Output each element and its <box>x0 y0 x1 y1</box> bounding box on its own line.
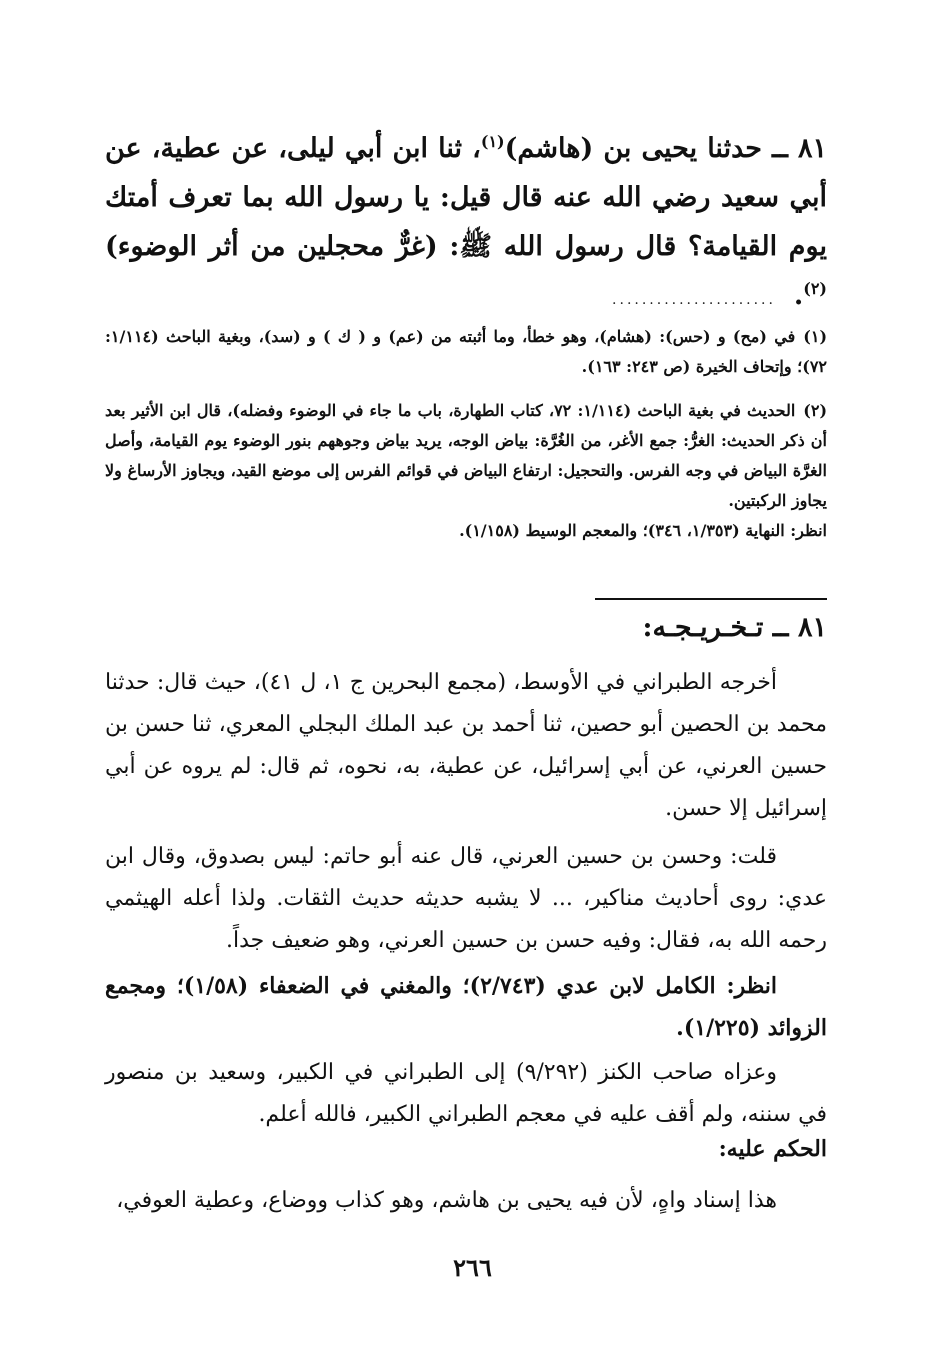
takhrij-paragraph-1: أخرجه الطبراني في الأوسط، (مجمع البحرين ج ١، ل ٤١)، حيث قال: حدثنا محمد بن الحصين أبو حصين، ثنا أحمد بن عبد الملك البجلي المعري، ثنا حسن بن حسين العرني، عن أبي إسرائيل، عن عطية، به، نحوه، ثم قال: لم يروه عن أبي إسرائيل إلا حسن. <box>105 670 827 821</box>
hukm-heading: الحكم عليه: <box>718 1136 827 1162</box>
footnote-2-reference: انظر: النهاية (١/٣٥٣، ٣٤٦)؛ والمعجم الوسيط (١/١٥٨). <box>459 521 827 540</box>
footnote-2 <box>105 396 827 546</box>
footnote-separator: ...................... <box>612 292 776 308</box>
page-number: ٢٦٦ <box>453 1253 492 1282</box>
takhrij-heading: ٨١ ــ تـخـريـجـه: <box>642 612 827 643</box>
hadith-81-text <box>105 124 827 320</box>
footnote-1-label: (١) <box>803 327 828 346</box>
takhrij-paragraph-4: وعزاه صاحب الكنز (٩/٢٩٢) إلى الطبراني في الكبير، وسعيد بن منصور في سننه، ولم أقف عليه في معجم الطبراني الكبير، فالله أعلم. <box>105 1060 827 1127</box>
hadith-text-end: . <box>793 280 804 311</box>
footnote-1 <box>105 322 827 382</box>
takhrij-paragraph-3: انظر: الكامل لابن عدي (٢/٧٤٣)؛ والمغني في الضعفاء (١/٥٨)؛ ومجمع الزوائد (١/٢٢٥). <box>105 973 827 1041</box>
takhrij-paragraph-2: قلت: وحسن بن حسين العرني، قال عنه أبو حاتم: ليس بصدوق، وقال ابن عدي: روى أحاديث مناكير، ... لا يشبه حديثه حديث الثقات. ولذا أعله الهيثمي رحمه الله به، فقال: وفيه حسن بن حسين العرني، وهو ضعيف جداً. <box>105 844 827 953</box>
hadith-text-part1: ٨١ ــ حدثنا يحيى بن (هاشم) <box>504 133 827 164</box>
footnote-1-text: في (مح) و (حس): (هشام)، وهو خطأ، وما أثبته من (عم) و ( ك ) و (سد)، وبغية الباحث (١/١١٤: ٧٢)؛ وإتحاف الخيرة (ص ٢٤٣: ١٦٣). <box>105 327 827 376</box>
section-divider <box>595 598 827 600</box>
hukm-text: هذا إسناد واهٍ، لأن فيه يحيى بن هاشم، وهو كذاب ووضاع، وعطية العوفي، <box>116 1188 777 1213</box>
footnote-ref-1[interactable]: (١) <box>480 132 505 151</box>
footnote-2-label: (٢) <box>803 401 828 420</box>
footnote-2-text: الحديث في بغية الباحث (١/١١٤: ٧٢، كتاب الطهارة، باب ما جاء في الوضوء وفضله)، قال ابن الأثير بعد أن ذكر الحديث: الغرُّ: جمع الأغر، من الغُرَّة: بياض الوجه، يريد بياض وجوههم بنور الوضوء يوم القيامة، وأصل الغرَّة البياض في وجه الفرس. والتحجيل: ارتفاع البياض في قوائم الفرس إلى موضع القيد، ويجاوز الأرساغ ولا يجاوز الركبتين. <box>105 401 827 510</box>
hadith-text-part2: ، ثنا ابن أبي ليلى، عن عطية، عن أبي سعيد رضي الله عنه قال قيل: يا رسول الله بما تعرف أمتك يوم القيامة؟ قال رسول الله ﷺ: (غرٌّ محجلين من أثر الوضوء) <box>105 133 827 262</box>
footnote-ref-2[interactable]: (٢) <box>803 279 827 298</box>
